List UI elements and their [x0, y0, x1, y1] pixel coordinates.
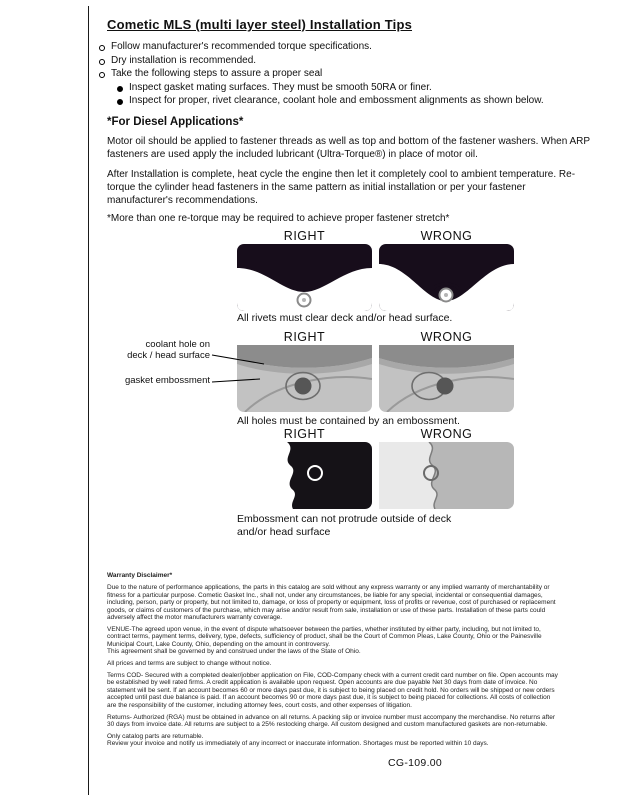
row1-caption: All rivets must clear deck and/or head surface. [237, 312, 453, 324]
rivet-clear-diagram-icon [237, 244, 372, 311]
list-item [99, 41, 583, 54]
row3-wrong-label: WRONG [420, 427, 473, 441]
diesel-paragraph-2: After Installation is complete, heat cycle the engine then let it completely cool to ambient temperature. Re-torque the cylinder head fasteners in the same pattern as initial installation or per your fastener manufacturer's recommendations. [107, 169, 576, 206]
catalog-page-code: CG-109.00 [388, 757, 443, 769]
legal-paragraph: All prices and terms are subject to change without notice. [107, 660, 272, 668]
list-item [99, 55, 583, 68]
open-bullet-icon [99, 72, 105, 78]
rivet-interference-diagram-icon [379, 244, 514, 311]
row2-wrong-label: WRONG [420, 330, 473, 344]
figure-embossment-wrong [379, 345, 514, 412]
legal-paragraph: Only catalog parts are returnable. [107, 732, 204, 740]
legal-paragraph: Review your invoice and notify us immediately of any incorrect or inaccurate information. Shortages must be reported within 10 days. [107, 740, 489, 748]
hole-not-contained-diagram-icon [379, 345, 514, 412]
legal-paragraph: Terms COD- Secured with a completed dealer/jobber application on File, COD-Company check with a current credit card number on file. Open accounts may be established by well rated firms. A credit application is available upon request. Open accounts are due payable Net 30 days from date of invoice. No statement will be sent. If an account becomes 60 or more days past due, it is subject to being placed on credit hold. No orders will be shipped or new orders accepted until past due balance is paid. If an account becomes 90 or more days past due, it is subject to being placed for collections. All costs of collection are the responsibility of the customer, including attorney fees, court costs, and other expenses of litigation. [107, 671, 558, 709]
legal-paragraph: Returns- Authorized (RGA) must be obtained in advance on all returns. A packing slip or invoice number must accompany the merchandise. No returns after 30 days from invoice date. All returns are subject to a 25% restocking charge. All custom designed and custom manufactured gaskets are non-returnable. [107, 713, 556, 728]
left-margin-rule [88, 6, 89, 795]
figure-deck-edge-wrong [379, 442, 514, 509]
row2-caption: All holes must be contained by an embossment. [237, 415, 460, 427]
row1-right-label: RIGHT [283, 229, 326, 243]
row2-right-label: RIGHT [283, 330, 326, 344]
list-item-text: Follow manufacturer's recommended torque specifications. [111, 41, 372, 52]
list-item [99, 68, 583, 81]
annotation-gasket-embossment: gasket embossment [124, 375, 210, 386]
sub-list-item [117, 82, 583, 95]
legal-paragraph: VENUE-The agreed upon venue, in the event of dispute whatsoever between the parties, whether instituted by either party, including, but not limited to, contract terms, payment terms, delivery, type, defects, sufficiency of product, shall be the Court of Common Pleas, Lake County, Ohio or the Painesville Municipal Court, Lake County, Ohio, depending on the amount in controversy. [107, 625, 542, 648]
figure-embossment-right [237, 345, 372, 412]
filled-bullet-icon [117, 99, 123, 105]
list-item-text: Inspect gasket mating surfaces. They must be smooth 50RA or finer. [129, 81, 432, 93]
filled-bullet-icon [117, 86, 123, 92]
legal-disclaimer-block [107, 572, 559, 752]
embossment-protruding-diagram-icon [379, 442, 514, 509]
list-item-text: Take the following steps to assure a proper seal [111, 68, 323, 79]
annotation-coolant-hole: coolant hole on deck / head surface [127, 339, 210, 361]
list-item-text: Inspect for proper, rivet clearance, coolant hole and embossment alignments as shown below. [129, 95, 544, 106]
embossment-inside-deck-diagram-icon [237, 442, 372, 509]
figure-rivet-right [237, 244, 372, 311]
diesel-applications-heading: *For Diesel Applications* [107, 116, 244, 128]
legal-paragraph: Due to the nature of performance applications, the parts in this catalog are sold without any express warranty or any implied warranty of merchantability or fitness for a particular purpose. Cometic Gasket Inc., shall not, under any circumstances, be liable for any special, incidental or consequential damages, including, person, party or property, but not limited to, damage, or loss of property or equipment, loss of profits or revenue, cost of purchased or replacement goods, or claims of customers of the purchase, which may arise and/or result from sale, installation or use of these parts. Installation of these parts could adversely affect the motor manufacturers warranty coverage. [107, 584, 556, 622]
installation-tips-list [99, 41, 583, 109]
legal-paragraph: This agreement shall be governed by and construed under the laws of the State of Ohio. [107, 648, 361, 656]
open-bullet-icon [99, 45, 105, 51]
row3-caption: Embossment can not protrude outside of deck and/or head surface [237, 513, 452, 538]
row3-right-label: RIGHT [283, 427, 326, 441]
row1-wrong-label: WRONG [420, 229, 473, 243]
list-item-text: Dry installation is recommended. [111, 54, 257, 66]
open-bullet-icon [99, 59, 105, 65]
figure-deck-edge-right [237, 442, 372, 509]
figure-rivet-wrong [379, 244, 514, 311]
hole-contained-diagram-icon [237, 345, 372, 412]
diesel-paragraph-1: Motor oil should be applied to fastener threads as well as top and bottom of the fastener washers. When ARP fasteners are used apply the included lubricant (Ultra-Torque®) in place of motor oil. [107, 136, 590, 160]
retorque-note: *More than one re-torque may be required to achieve proper fastener stretch* [107, 213, 450, 224]
warranty-disclaimer-heading: Warranty Disclaimer* [107, 572, 173, 579]
sub-list-item [117, 95, 583, 108]
page-title: Cometic MLS (multi layer steel) Installation Tips [107, 17, 413, 32]
